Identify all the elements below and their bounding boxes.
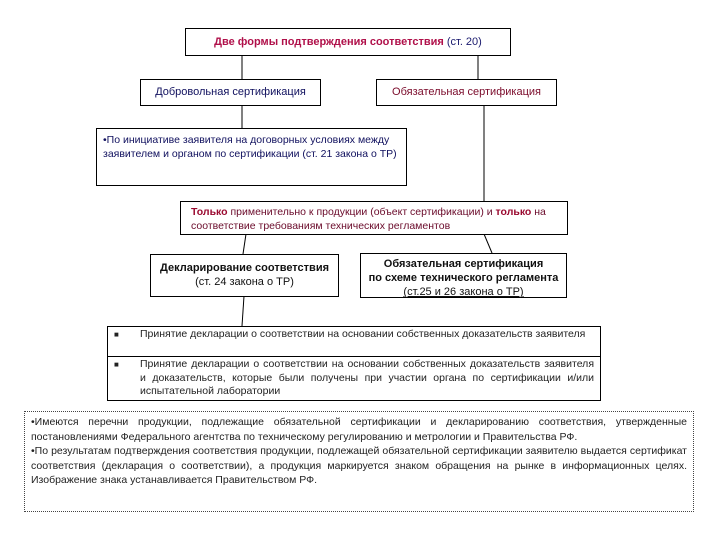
notes-box bbox=[24, 411, 694, 512]
mandatory-certification-box: Обязательная сертификация bbox=[376, 79, 557, 106]
declaration-title: Декларирование соответствия bbox=[159, 262, 330, 274]
only-text-2: на соответствие требованиям технических регламентов bbox=[191, 206, 546, 232]
scheme-line1: Обязательная сертификация bbox=[383, 258, 544, 270]
only-text-1: применительно к продукции (объект сертификации) и bbox=[227, 206, 496, 218]
diagram-title bbox=[185, 28, 511, 56]
list-item bbox=[108, 327, 600, 356]
declaration-box bbox=[150, 254, 339, 297]
note-item: •Имеются перечни продукции, подлежащие обязательной сертификации и декларированию соответствия, утвержденные постановлениями Федерального агентства по техническому регулированию и метрологии и Правительства РФ. bbox=[31, 416, 687, 443]
list-item-text: Принятие декларации о соответствии на основании собственных доказательств заявителя и доказательств, которые были получены при участии органа по сертификации и/или испытательной лаборатории bbox=[140, 358, 594, 397]
only-bold-1: Только bbox=[191, 206, 228, 218]
title-bold: Две формы подтверждения соответствия bbox=[214, 36, 444, 48]
only-bold-2: только bbox=[495, 206, 532, 218]
declaration-methods-list bbox=[107, 326, 601, 401]
title-ref: (ст. 20) bbox=[443, 36, 482, 48]
bullet-icon: ■ bbox=[114, 360, 119, 369]
bullet-icon: ■ bbox=[114, 330, 119, 339]
list-item bbox=[108, 356, 600, 399]
voluntary-description-box: •По инициативе заявителя на договорных условиях между заявителем и органом по сертификации (ст. 21 закона о ТР) bbox=[96, 128, 407, 186]
scheme-line2: по схеме технического регламента bbox=[368, 272, 559, 284]
scheme-certification-box bbox=[360, 253, 567, 298]
list-item-text: Принятие декларации о соответствии на основании собственных доказательств заявителя bbox=[140, 328, 586, 340]
scheme-ref: (ст.25 и 26 закона о ТР) bbox=[403, 286, 524, 298]
declaration-ref: (ст. 24 закона о ТР) bbox=[195, 276, 294, 288]
mandatory-scope-box bbox=[180, 201, 568, 235]
note-item: •По результатам подтверждения соответствия продукции, подлежащей обязательной сертификации заявителю выдается сертификат соответствия (декларация о соответствии), а продукция маркируется знаком обращения на рынке в информационных целях. Изображение знака устанавливается Правительством РФ. bbox=[31, 445, 687, 486]
voluntary-certification-box: Добровольная сертификация bbox=[140, 79, 321, 106]
